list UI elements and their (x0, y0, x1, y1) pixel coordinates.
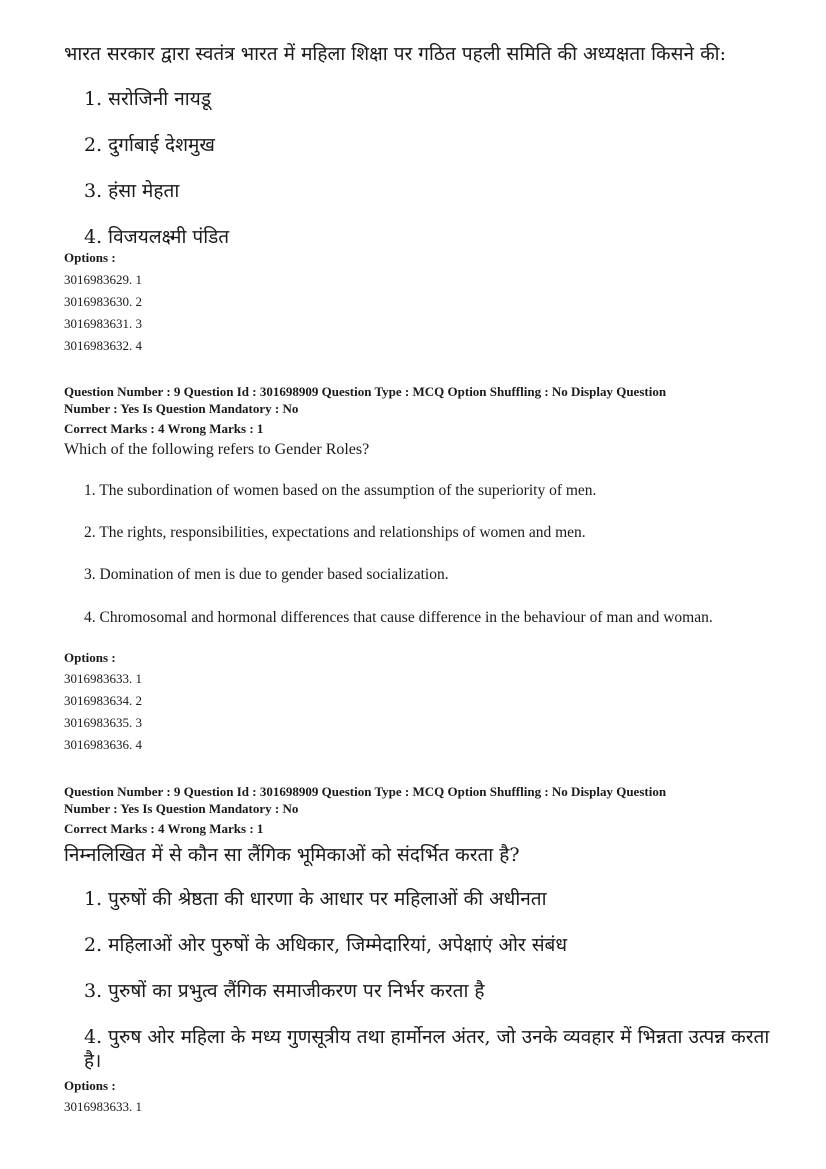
option-2: 2. महिलाओं ओर पुरुषों के अधिकार, जिम्मेदारियां, अपेक्षाएं ओर संबंध (84, 934, 568, 956)
option-1: 1. पुरुषों की श्रेष्ठता की धारणा के आधार पर महिलाओं की अधीनता (84, 888, 547, 910)
option-3: 3. हंसा मेहता (84, 180, 180, 202)
option-id: 3016983632. 4 (64, 338, 142, 353)
options-label: Options : (64, 1078, 116, 1093)
question-text-english: Which of the following refers to Gender Roles? (64, 441, 370, 458)
option-2: 2. दुर्गाबाई देशमुख (84, 134, 215, 156)
option-id: 3016983634. 2 (64, 693, 142, 708)
option-1: 1. The subordination of women based on the assumption of the superiority of men. (84, 482, 597, 499)
question-text-hindi-2: निम्नलिखित में से कौन सा लैंगिक भूमिकाओं को संदर्भित करता है? (64, 844, 520, 866)
question-meta: Number : Yes Is Question Mandatory : No (64, 401, 299, 416)
option-3: 3. पुरुषों का प्रभुत्व लैंगिक समाजीकरण पर निर्भर करता है (84, 980, 485, 1002)
option-4: 4. विजयलक्ष्मी पंडित (84, 226, 230, 248)
option-id: 3016983631. 3 (64, 316, 142, 331)
options-label: Options : (64, 250, 116, 265)
question-meta: Number : Yes Is Question Mandatory : No (64, 801, 299, 816)
question-meta: Question Number : 9 Question Id : 301698909 Question Type : MCQ Option Shuffling : No Display Question (64, 384, 667, 399)
question-text-hindi-1: भारत सरकार द्वारा स्वतंत्र भारत में महिला शिक्षा पर गठित पहली समिति की अध्यक्षता किसने की: (64, 43, 726, 65)
option-id: 3016983630. 2 (64, 294, 142, 309)
marks-info: Correct Marks : 4 Wrong Marks : 1 (64, 421, 264, 436)
options-label: Options : (64, 650, 116, 665)
option-3: 3. Domination of men is due to gender based socialization. (84, 566, 449, 583)
option-1: 1. सरोजिनी नायडू (84, 88, 211, 110)
option-id: 3016983633. 1 (64, 671, 142, 686)
marks-info: Correct Marks : 4 Wrong Marks : 1 (64, 821, 264, 836)
option-id: 3016983629. 1 (64, 272, 142, 287)
option-id: 3016983633. 1 (64, 1099, 142, 1114)
option-4: 4. पुरुष ओर महिला के मध्य गुणसूत्रीय तथा हार्मोनल अंतर, जो उनके व्यवहार में भिन्नता उत्पन्न करता है। (84, 1026, 770, 1072)
question-meta: Question Number : 9 Question Id : 301698909 Question Type : MCQ Option Shuffling : No Display Question (64, 784, 667, 799)
option-id: 3016983636. 4 (64, 737, 142, 752)
option-id: 3016983635. 3 (64, 715, 142, 730)
option-4: 4. Chromosomal and hormonal differences that cause difference in the behaviour of man and woman. (84, 609, 713, 626)
option-2: 2. The rights, responsibilities, expectations and relationships of women and men. (84, 524, 586, 541)
